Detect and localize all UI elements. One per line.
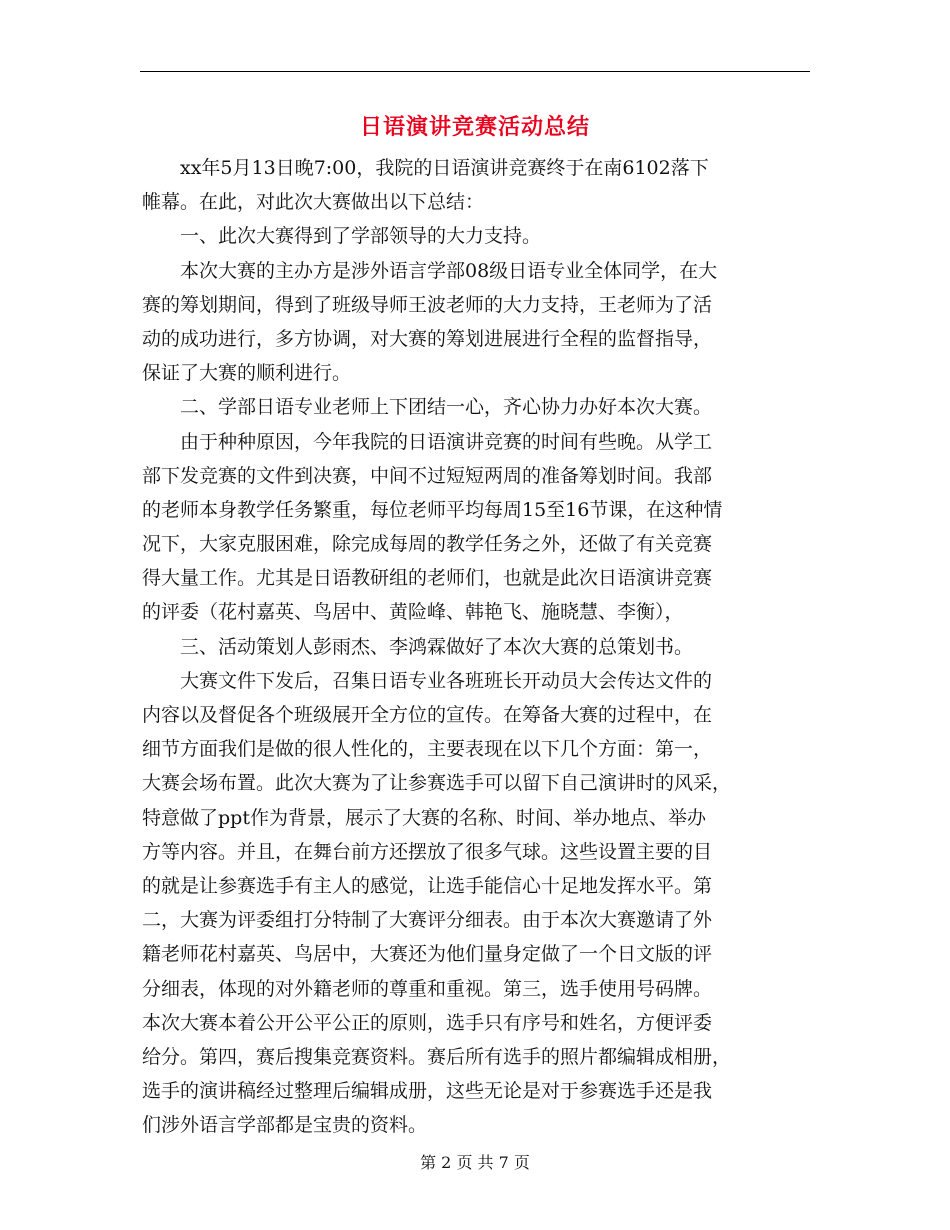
body-text-line: 由于种种原因，今年我院的日语演讲竞赛的时间有些晚。从学工 [142,430,713,453]
body-text-line: 特意做了ppt作为背景，展示了大赛的名称、时间、举办地点、举办 [142,806,706,829]
body-text-line: 得大量工作。尤其是日语教研组的老师们，也就是此次日语演讲竞赛 [142,567,713,590]
body-text-line: 籍老师花村嘉英、鸟居中，大赛还为他们量身定做了一个日文版的评 [142,943,713,966]
body-text-line: 保证了大赛的顺利进行。 [142,362,352,385]
body-text-line: 的评委（花村嘉英、鸟居中、黄险峰、韩艳飞、施晓慧、李衡）， [142,601,684,624]
body-text-line: 大赛文件下发后，召集日语专业各班班长开动员大会传达文件的 [142,669,713,692]
body-text-line: xx年5月13日晚7:00，我院的日语演讲竞赛终于在南6102落下 [142,157,709,179]
body-text-line: 选手的演讲稿经过整理后编辑成册，这些无论是对于参赛选手还是我 [142,1080,713,1103]
body-text-line: 给分。第四，赛后搜集竞赛资料。赛后所有选手的照片都编辑成相册， [142,1045,732,1068]
body-text-line: 动的成功进行，多方协调，对大赛的筹划进展进行全程的监督指导， [142,327,713,350]
body-text-line: 大赛会场布置。此次大赛为了让参赛选手可以留下自己演讲时的风采， [142,772,732,795]
body-text-line: 二，大赛为评委组打分特制了大赛评分细表。由于本次大赛邀请了外 [142,909,713,932]
body-text-line: 细节方面我们是做的很人性化的，主要表现在以下几个方面：第一， [142,738,713,761]
body-text-line: 方等内容。并且，在舞台前方还摆放了很多气球。这些设置主要的目 [142,840,713,863]
body-text-line: 三、活动策划人彭雨杰、李鸿霖做好了本次大赛的总策划书。 [142,635,694,658]
body-text-line: 的就是让参赛选手有主人的感觉，让选手能信心十足地发挥水平。第 [142,874,713,897]
body-text-line: 赛的筹划期间，得到了班级导师王波老师的大力支持，王老师为了活 [142,293,713,316]
body-text-line: 分细表，体现的对外籍老师的尊重和重视。第三，选手使用号码牌。 [142,977,713,1000]
page-number-footer: 第 2 页 共 7 页 [420,1153,530,1172]
body-text-line: 内容以及督促各个班级展开全方位的宣传。在筹备大赛的过程中，在 [142,704,713,726]
body-text-line: 帷幕。在此，对此次大赛做出以下总结： [142,191,485,214]
body-text-line: 二、学部日语专业老师上下团结一心，齐心协力办好本次大赛。 [142,396,713,419]
body-text-line: 况下，大家克服困难，除完成每周的教学任务之外，还做了有关竞赛 [142,533,713,556]
document-body [142,151,812,1142]
body-text-line: 部下发竞赛的文件到决赛，中间不过短短两周的准备筹划时间。我部 [142,464,713,487]
header-rule [140,71,810,72]
body-text-line: 本次大赛本着公开公平公正的原则，选手只有序号和姓名，方便评委 [142,1011,713,1034]
body-text-line: 一、此次大赛得到了学部领导的大力支持。 [142,225,542,248]
body-text-line: 的老师本身教学任务繁重，每位老师平均每周15至16节课，在这种情 [142,498,723,521]
body-text-line: 们涉外语言学部都是宝贵的资料。 [142,1114,428,1137]
body-text-line: 本次大赛的主办方是涉外语言学部08级日语专业全体同学，在大 [142,259,718,282]
document-title: 日语演讲竞赛活动总结 [359,114,590,140]
